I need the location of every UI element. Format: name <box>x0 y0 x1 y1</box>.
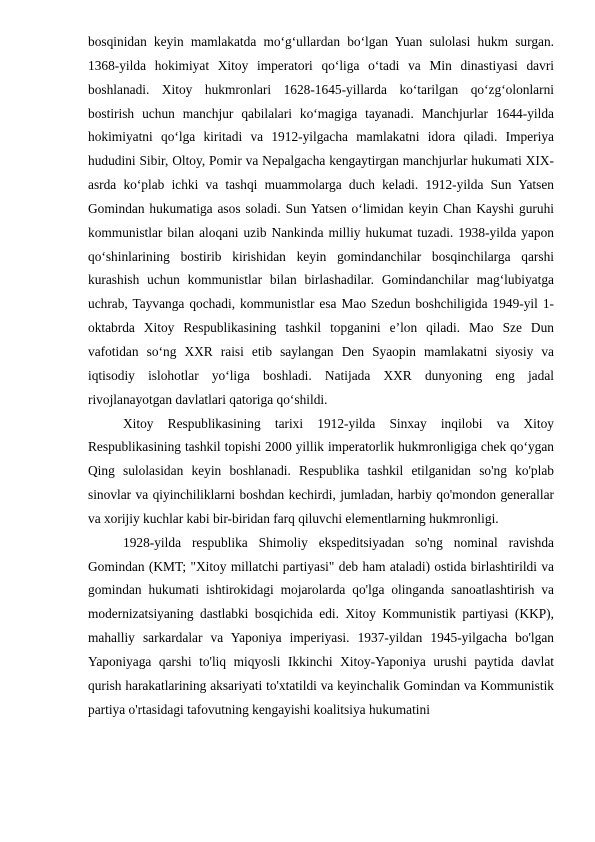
body-text <box>88 30 554 721</box>
paragraph-1: bosqinidan keyin mamlakatda mo‘g‘ullardan bo‘lgan Yuan sulolasi hukm surgan. 1368-yilda hokimiyat Xitoy imperatori qo‘liga o‘tadi va Min dinastiyasi davri boshlanadi. Xitoy hukmronlari 1628-1645-yillarda ko‘tarilgan qo‘zg‘olonlarni bostirish uchun manchjur qabilalari ko‘magiga tayanadi. Manchjurlar 1644-yilda hokimiyatni qo‘lga kiritadi va 1912-yilgacha mamlakatni idora qiladi. Imperiya hududini Sibir, Oltoy, Pomir va Nepalgacha kengaytirgan manchjurlar hukumati XIX-asrda ko‘plab ichki va tashqi muammolarga duch keladi. 1912-yilda Sun Yatsen Gomindan hukumatiga asos soladi. Sun Yatsen o‘limidan keyin Chan Kayshi guruhi kommunistlar bilan aloqani uzib Nankinda milliy hukumat tuzadi. 1938-yilda yapon qo‘shinlarining bostirib kirishidan keyin gomindanchilar bosqinchilarga qarshi kurashish uchun kommunistlar bilan birlashadilar. Gomindanchilar mag‘lubiyatga uchrab, Tayvanga qochadi, kommunistlar esa Mao Szedun boshchiligida 1949-yil 1-oktabrda Xitoy Respublikasining tashkil topganini e’lon qiladi. Mao Sze Dun vafotidan so‘ng XXR raisi etib saylangan Den Syaopin mamlakatni siyosiy va iqtisodiy islohotlar yo‘liga boshladi. Natijada XXR dunyoning eng jadal rivojlanayotgan davlatlari qatoriga qo‘shildi. <box>88 34 554 407</box>
paragraph-3: 1928-yilda respublika Shimoliy ekspeditsiyadan so'ng nominal ravishda Gomindan (KMT; "Xitoy millatchi partiyasi" deb ham ataladi) ostida birlashtirildi va gomindan hukumati ishtirokidagi mojarolarda qo'lga olinganda sanoatlashtirish va modernizatsiyaning dastlabki bosqichida edi. Xitoy Kommunistik partiyasi (KKP), mahalliy sarkardalar va Yaponiya imperiyasi. 1937-yildan 1945-yilgacha bo'lgan Yaponiyaga qarshi to'liq miqyosli Ikkinchi Xitoy-Yaponiya urushi paytida davlat qurish harakatlarining aksariyati to'xtatildi va keyinchalik Gomindan va Kommunistik partiya o'rtasidagi tafovutning kengayishi koalitsiya hukumatini <box>88 534 554 717</box>
paragraph-2: Xitoy Respublikasining tarixi 1912-yilda Sinxay inqilobi va Xitoy Respublikasining tashkil topishi 2000 yillik imperatorlik hukmronligiga chek qo‘ygan Qing sulolasidan keyin boshlanadi. Respublika tashkil etilganidan so'ng ko'plab sinovlar va qiyinchiliklarni boshdan kechirdi, jumladan, harbiy qo'mondon generallar va xorijiy kuchlar kabi bir-biridan farq qiluvchi elementlarning hukmronligi. <box>88 415 554 526</box>
